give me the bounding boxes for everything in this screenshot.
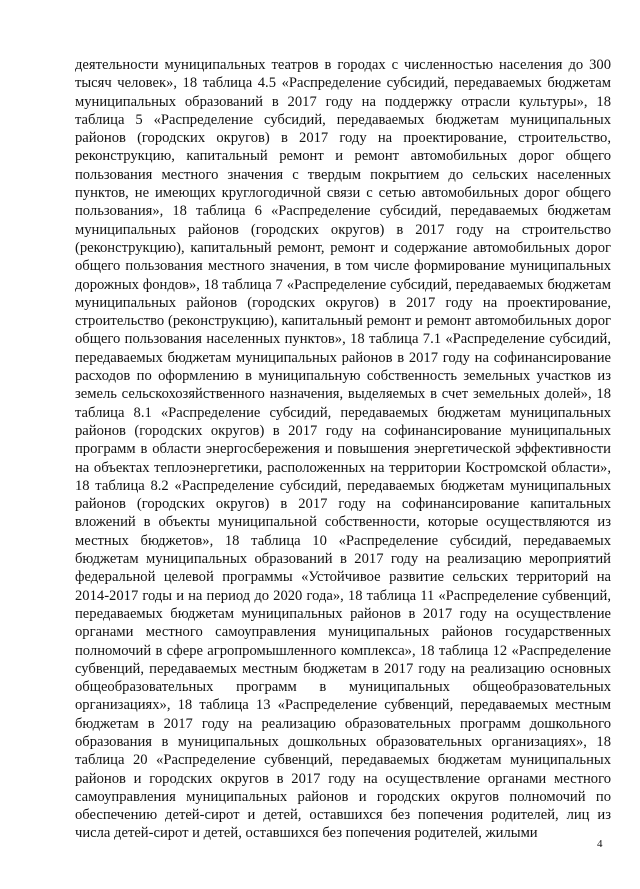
document-body-text: деятельности муниципальных театров в городах с численностью населения до 300 тысяч человек», 18 таблица 4.5 «Распределение субсидий, передаваемых бюджетам муниципальных образований в 2017 году на поддержку отрасли культуры», 18 таблица 5 «Распределение субсидий, передаваемых бюджетам муниципальных районов (городских округов) в 2017 году на проектирование, строительство, реконструкцию, капитальный ремонт и ремонт автомобильных дорог общего пользования местного значения с твердым покрытием до сельских населенных пунктов, не имеющих круглогодичной связи с сетью автомобильных дорог общего пользования», 18 таблица 6 «Распределение субсидий, передаваемых бюджетам муниципальных районов (городских округов) в 2017 году на строительство (реконструкцию), капитальный ремонт, ремонт и содержание автомобильных дорог общего пользования местного значения, в том числе формирование муниципальных дорожных фондов», 18 таблица 7 «Распределение субсидий, передаваемых бюджетам муниципальных районов (городских округов) в 2017 году на проектирование, строительство (реконструкцию), капитальный ремонт и ремонт автомобильных дорог общего пользования населенных пунктов», 18 таблица 7.1 «Распределение субсидий, передаваемых бюджетам муниципальных районов в 2017 году на софинансирование расходов по оформлению в муниципальную собственность земельных участков из земель сельскохозяйственного назначения, выделяемых в счет земельных долей», 18 таблица 8.1 «Распределение субсидий, передаваемых бюджетам муниципальных районов (городских округов) в 2017 году на софинансирование муниципальных программ в области энергосбережения и повышения энергетической эффективности на объектах теплоэнергетики, расположенных на территории Костромской области», 18 таблица 8.2 «Распределение субсидий, передаваемых бюджетам муниципальных районов (городских округов) в 2017 году на софинансирование капитальных вложений в объекты муниципальной собственности, которые осуществляются из местных бюджетов», 18 таблица 10 «Распределение субсидий, передаваемых бюджетам муниципальных образований в 2017 году на реализацию мероприятий федеральной целевой программы «Устойчивое развитие сельских территорий на 2014-2017 годы и на период до 2020 года», 18 таблица 11 «Распределение субвенций, передаваемых бюджетам муниципальных районов в 2017 году на осуществление органами местного самоуправления муниципальных районов государственных полномочий в сфере агропромышленного комплекса», 18 таблица 12 «Распределение субвенций, передаваемых местным бюджетам в 2017 году на реализацию основных общеобразовательных программ в муниципальных общеобразовательных организациях», 18 таблица 13 «Распределение субвенций, передаваемых местным бюджетам в 2017 году на реализацию образовательных программ дошкольного образования в муниципальных дошкольных образовательных организациях», 18 таблица 20 «Распределение субвенций, передаваемых бюджетам муниципальных районов и городских округов в 2017 году на осуществление органами местного самоуправления муниципальных районов и городских округов полномочий по обеспечению детей-сирот и детей, оставшихся без попечения родителей, лиц из числа детей-сирот и детей, оставшихся без попечения родителей, жилыми — [75, 57, 611, 842]
page-number: 4 — [597, 838, 603, 850]
